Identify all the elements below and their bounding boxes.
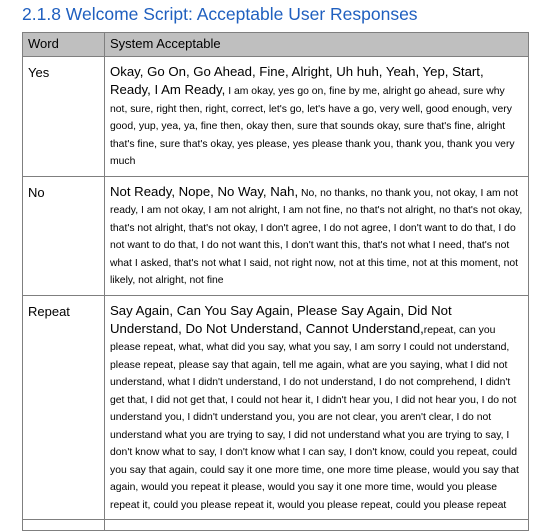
table-row [23, 57, 529, 177]
empty-cell [23, 520, 105, 531]
header-word: Word [23, 33, 105, 57]
table-row [23, 295, 529, 520]
table-row [23, 176, 529, 295]
header-system-acceptable: System Acceptable [105, 33, 529, 57]
section-heading: 2.1.8 Welcome Script: Acceptable User Responses [22, 4, 418, 24]
acceptable-cell [105, 176, 529, 295]
word-cell: Yes [23, 57, 105, 177]
word-cell: Repeat [23, 295, 105, 520]
secondary-responses: No, no thanks, no thank you, not okay, I am not ready, I am not okay, I am not alright, I am not fine, no that's not alright, no that's not okay, that's not alright, that's not okay, I don't agree, I do not agree, I don't want to do that, I do not want to do that, I do not want this, I don't want this, that's not what I need, that's not what I asked, that's not what I said, not right now, not at this time, not at this moment, not likely, not alright, not fine [110, 187, 523, 286]
acceptable-cell [105, 57, 529, 177]
primary-responses: Not Ready, Nope, No Way, Nah, [110, 183, 299, 199]
primary-responses: Okay, Go On, Go Ahead, Fine, Alright, Uh huh, Yeah, Yep, Start, Ready, I Am Ready, [110, 64, 484, 97]
secondary-responses: repeat, can you please repeat, what, what did you say, what you say, I am sorry I could not understand, please repeat, please say that again, tell me again, what are you saying, what I did not understand, what I didn't understand, I do not understand, I do not comprehend, I didn't get that, I did not get that, I could not hear it, I didn't hear you, I did not hear you, I do not understand you, I didn't understand you, you are not clear, you aren't clear, I do not understand what you are trying to say, I did not understand what you are trying to say, I don't know what to say, I don't know what I can say, I don't know, could you repeat, could you say that again, could say it one more time, one more time please, would you say that again, would you repeat it please, would you say it one more time, would you please repeat it, could you please repeat it, would you please repeat, could you please repeat [110, 324, 519, 511]
acceptable-cell [105, 295, 529, 520]
table-row-cutoff [23, 520, 529, 531]
table-header-row [23, 33, 529, 57]
primary-responses: Say Again, Can You Say Again, Please Say Again, Did Not Understand, Do Not Understand, Cannot Understand, [110, 302, 452, 336]
responses-table [22, 32, 529, 531]
word-cell: No [23, 176, 105, 295]
secondary-responses: I am okay, yes go on, fine by me, alright go ahead, sure why not, sure, right then, right, correct, let's go, let's have a go, very well, good enough, very good, yup, yea, ya, fine then, okay then, sure that sounds okay, sure that's fine, alright that's fine, sure that's okay, yes please, yes please thank you, thank you, thank you very much [110, 86, 515, 167]
empty-cell [105, 520, 529, 531]
